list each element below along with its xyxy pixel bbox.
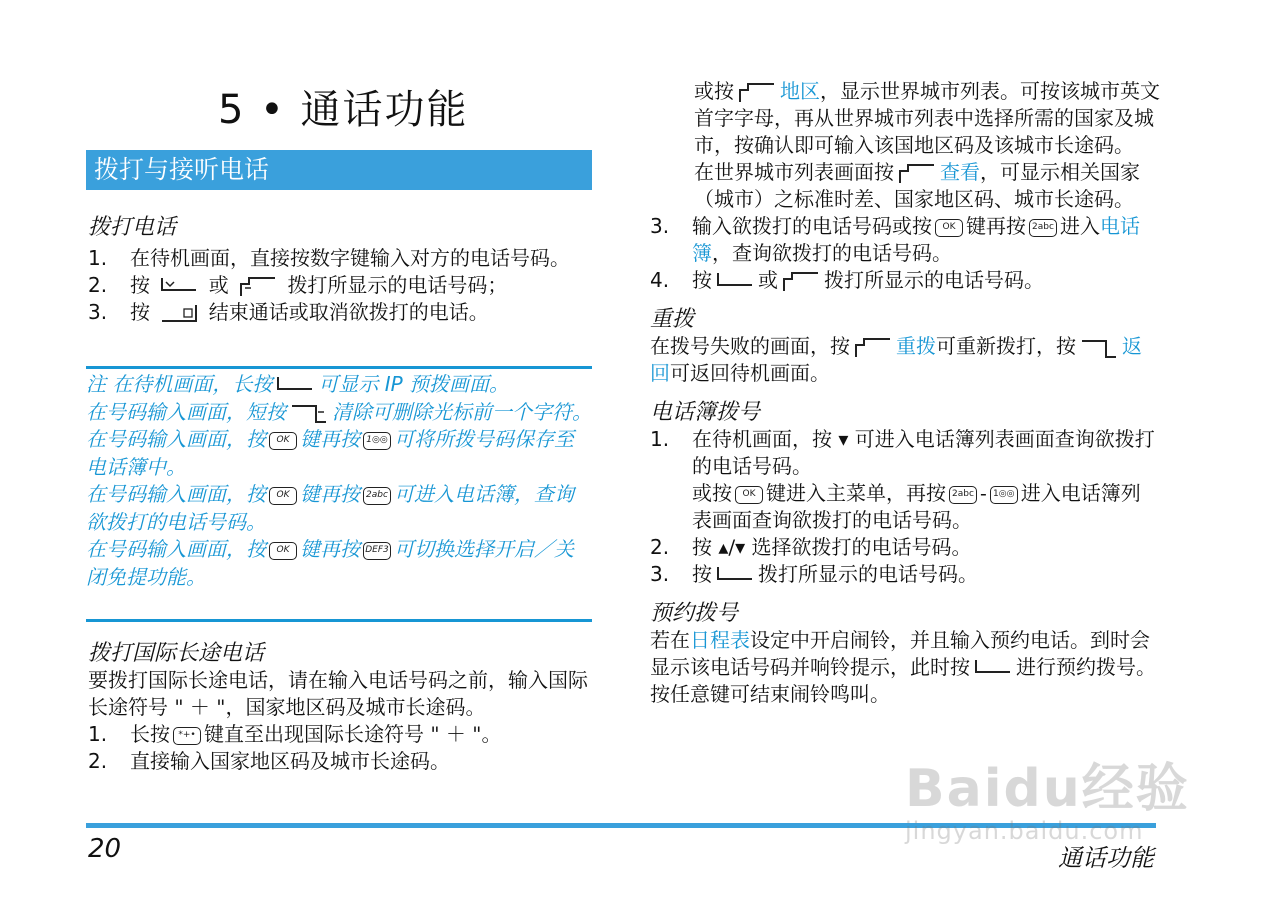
link-back[interactable]: 返回 bbox=[650, 334, 1142, 385]
ok-key-icon: OK bbox=[269, 487, 297, 505]
list-item: 1. 在待机画面，直接按数字键输入对方的电话号码。 bbox=[88, 246, 570, 270]
intl-section bbox=[88, 636, 594, 775]
call-key-icon bbox=[974, 658, 1012, 680]
call-key-icon bbox=[276, 375, 314, 397]
heading-intl: 拨打国际长途电话 bbox=[88, 641, 265, 666]
footer-title: 通话功能 bbox=[1058, 844, 1154, 872]
paragraph: 要拨打国际长途电话，请在输入电话号码之前，输入国际长途符号 " ＋ "，国家地区码及城市长途码。 bbox=[88, 668, 588, 719]
key-1-icon: 1◎◎ bbox=[990, 486, 1018, 504]
note-box bbox=[86, 366, 592, 622]
left-softkey-icon bbox=[854, 337, 892, 359]
note-line: 在号码输入画面，按 OK 键再按 DEF3 可切换选择开启／关闭免提功能。 bbox=[86, 537, 574, 589]
left-softkey-icon bbox=[782, 271, 820, 293]
list-item: 3. 按 结束通话或取消欲拨打的电话。 bbox=[88, 300, 489, 324]
note-line: 在号码输入画面，短按 清除可删除光标前一个字符。 bbox=[86, 399, 592, 424]
ok-key-icon: OK bbox=[935, 219, 963, 237]
section-header: 拨打与接听电话 bbox=[86, 150, 592, 190]
call-key-icon bbox=[716, 271, 754, 293]
list-item: 3. 输入欲拨打的电话号码或按 OK 键再按 2abc 进入电话簿，查询欲拨打的电话号码。 bbox=[650, 214, 1140, 265]
ok-key-icon: OK bbox=[269, 542, 297, 560]
list-item: 3. 按 拨打所显示的电话号码。 bbox=[650, 562, 978, 586]
link-redial[interactable]: 重拨 bbox=[896, 334, 936, 358]
list-item: 1. 在待机画面，按 ▾ 可进入电话簿列表画面查询欲拨打的电话号码。 或按 OK 键进入主菜单，再按 2abc - 1◎◎ 进入电话簿列表画面查询欲拨打的电话号码。 bbox=[650, 427, 1155, 532]
key-2-icon: 2abc bbox=[1029, 219, 1057, 237]
list-item: 2. 按 ▴/▾ 选择欲拨打的电话号码。 bbox=[650, 535, 972, 559]
key-3-icon: DEF3 bbox=[363, 542, 391, 560]
page-number: 20 bbox=[88, 834, 122, 864]
heading-dial: 拨打电话 bbox=[88, 215, 177, 240]
key-1-icon: 1◎◎ bbox=[363, 432, 391, 450]
chapter-title: 5 • 通话功能 bbox=[218, 87, 469, 133]
link-phonebook[interactable]: 电话簿 bbox=[692, 214, 1140, 265]
list-item: 2. 按 或 拨打所显示的电话号码； bbox=[88, 273, 508, 297]
end-key-icon bbox=[160, 303, 198, 325]
left-softkey-icon bbox=[239, 276, 277, 298]
key-2-icon: 2abc bbox=[363, 487, 391, 505]
call-key-icon bbox=[716, 565, 754, 587]
left-softkey-icon bbox=[898, 163, 936, 185]
list-item: 4. 按 或 拨打所显示的电话号码。 bbox=[650, 268, 1044, 292]
heading-scheduled: 预约拨号 bbox=[650, 601, 739, 626]
heading-redial: 重拨 bbox=[650, 307, 695, 332]
link-calendar[interactable]: 日程表 bbox=[690, 628, 750, 652]
link-view[interactable]: 查看 bbox=[940, 160, 980, 184]
link-region[interactable]: 地区 bbox=[780, 79, 820, 103]
continued-text: 或按 地区，显示世界城市列表。可按该城市英文首字字母，再从世界城市列表中选择所需的国家及城市，按确认即可输入该国地区码及该城市长途码。 在世界城市列表画面按 查看，可显示相关国家（城市）之标准时差、国家地区码、城市长途码。 bbox=[694, 79, 1160, 211]
note-line: 在号码输入画面，按 OK 键再按 2abc 可进入电话簿，查询欲拨打的电话号码。 bbox=[86, 482, 574, 534]
key-2-icon: 2abc bbox=[949, 486, 977, 504]
star-key-icon: *+• bbox=[173, 727, 201, 745]
left-softkey-icon bbox=[738, 82, 776, 104]
paragraph: 若在日程表设定中开启闹铃，并且输入预约电话。到时会显示该电话号码并响铃提示，此时按 进行预约拨号。按任意键可结束闹铃鸣叫。 bbox=[650, 628, 1156, 706]
ok-key-icon: OK bbox=[269, 432, 297, 450]
ok-key-icon: OK bbox=[735, 486, 763, 504]
right-softkey-icon bbox=[1080, 337, 1118, 359]
note-line: 在号码输入画面，按 OK 键再按 1◎◎ 可将所拨号码保存至电话簿中。 bbox=[86, 427, 574, 479]
left-column bbox=[88, 210, 594, 326]
note-line: 注 在待机画面，长按 可显示 IP 预拨画面。 bbox=[86, 372, 510, 396]
watermark: Baidu经验 jingyan.baidu.com bbox=[905, 759, 1190, 845]
paragraph: 在拨号失败的画面，按 重拨可重新拨打，按 返回可返回待机画面。 bbox=[650, 334, 1142, 385]
right-softkey-icon bbox=[290, 402, 328, 424]
right-column bbox=[650, 78, 1160, 708]
heading-phonebook: 电话簿拨号 bbox=[650, 400, 761, 425]
list-item: 1. 长按 *+• 键直至出现国际长途符号 " ＋ "。 bbox=[88, 722, 502, 746]
call-key-icon bbox=[160, 276, 198, 298]
list-item: 2. 直接输入国家地区码及城市长途码。 bbox=[88, 749, 450, 773]
